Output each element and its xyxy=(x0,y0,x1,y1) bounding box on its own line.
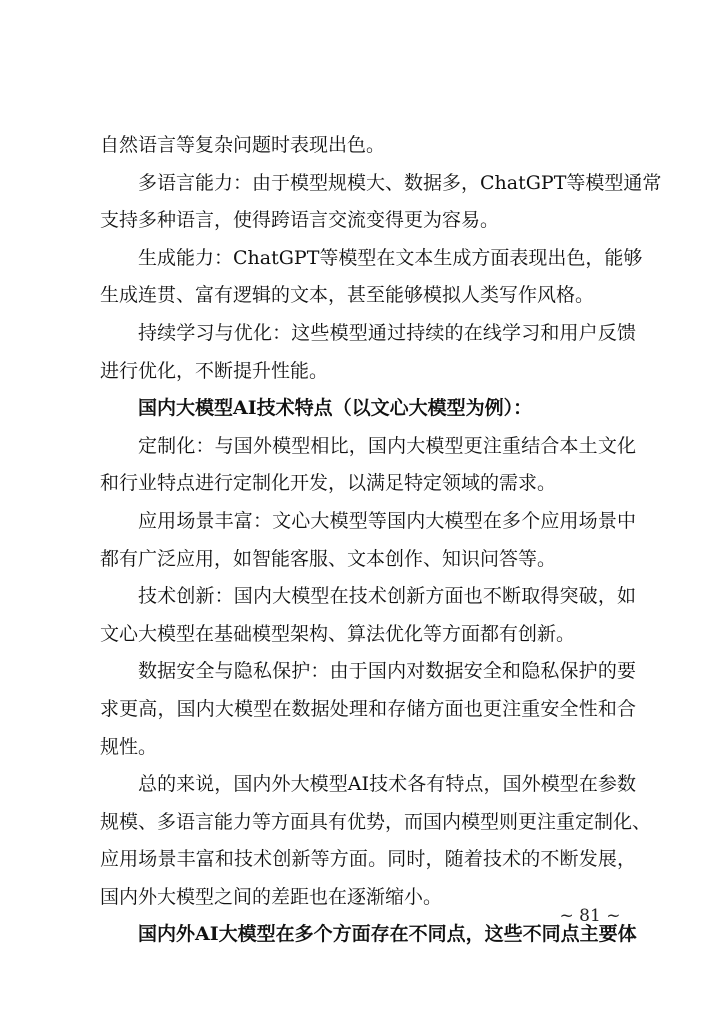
text-line: 规模、多语言能力等方面具有优势，而国内模型则更注重定制化、 xyxy=(100,810,652,833)
text-line: 生成能力：ChatGPT等模型在文本生成方面表现出色，能够 xyxy=(138,246,643,269)
text-line: 定制化：与国外模型相比，国内大模型更注重结合本土文化 xyxy=(138,434,636,457)
page-number: ~ 81 ~ xyxy=(559,906,621,926)
text-line: 进行优化，不断提升性能。 xyxy=(100,359,329,382)
text-line: 国内外大模型之间的差距也在逐渐缩小。 xyxy=(100,885,443,908)
text-line: 持续学习与优化：这些模型通过持续的在线学习和用户反馈 xyxy=(138,321,636,344)
text-line: 支持多种语言，使得跨语言交流变得更为容易。 xyxy=(100,209,500,232)
text-line: 多语言能力：由于模型规模大、数据多，ChatGPT等模型通常 xyxy=(138,171,662,194)
section-heading: 国内外AI大模型在多个方面存在不同点，这些不同点主要体 xyxy=(138,923,637,946)
text-line: 应用场景丰富和技术创新等方面。同时，随着技术的不断发展， xyxy=(100,848,636,871)
text-line: 数据安全与隐私保护：由于国内对数据安全和隐私保护的要 xyxy=(138,660,636,683)
text-line: 应用场景丰富：文心大模型等国内大模型在多个应用场景中 xyxy=(138,509,636,532)
text-line: 技术创新：国内大模型在技术创新方面也不断取得突破，如 xyxy=(138,585,636,608)
text-line: 求更高，国内大模型在数据处理和存储方面也更注重安全性和合 xyxy=(100,697,636,720)
body-text xyxy=(100,127,662,954)
text-line: 文心大模型在基础模型架构、算法优化等方面都有创新。 xyxy=(100,622,576,645)
text-line: 自然语言等复杂问题时表现出色。 xyxy=(100,134,386,156)
text-line: 规性。 xyxy=(100,735,158,758)
text-line: 都有广泛应用，如智能客服、文本创作、知识问答等。 xyxy=(100,547,557,570)
text-line: 总的来说，国内外大模型AI技术各有特点，国外模型在参数 xyxy=(138,773,636,796)
text-line: 生成连贯、富有逻辑的文本，甚至能够模拟人类写作风格。 xyxy=(100,284,595,307)
section-heading: 国内大模型AI技术特点（以文心大模型为例）： xyxy=(138,397,533,420)
text-line: 和行业特点进行定制化开发，以满足特定领域的需求。 xyxy=(100,472,557,495)
